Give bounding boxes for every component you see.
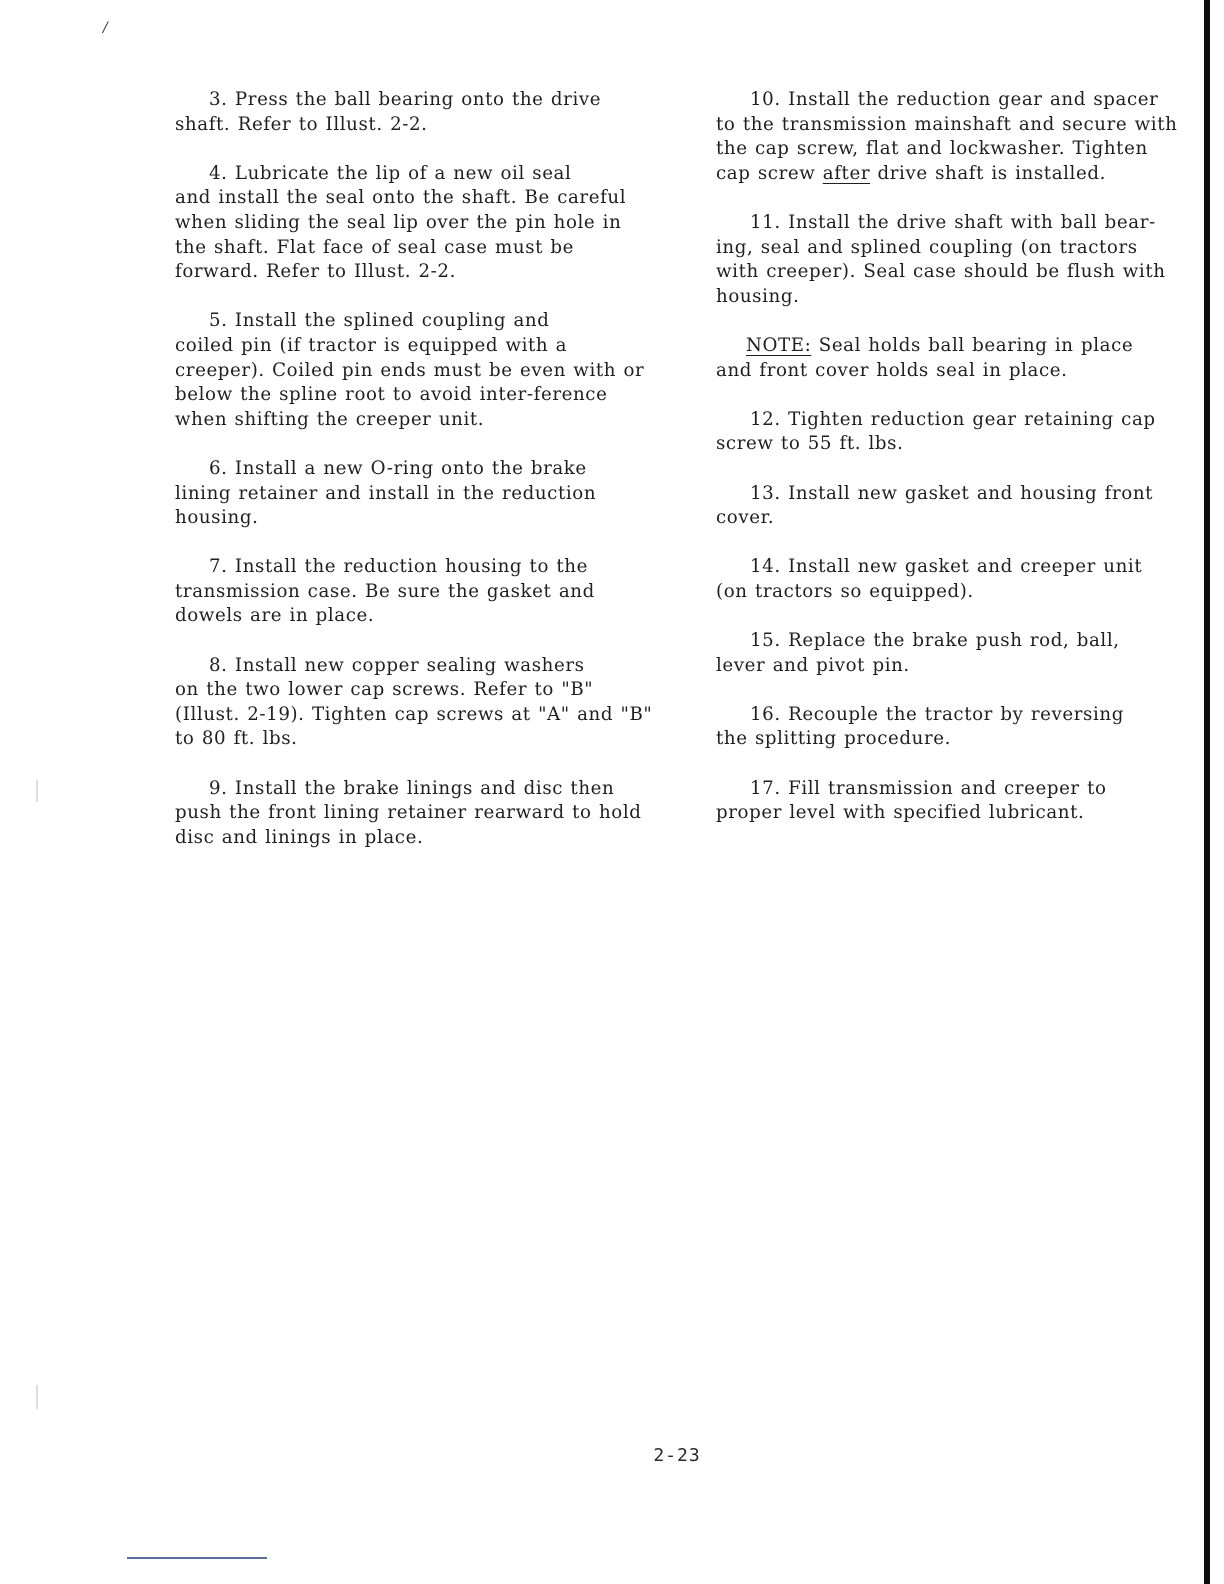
step-13: [716, 482, 1186, 531]
step-first-line: 11. Install the drive shaft with ball bear-: [750, 211, 1156, 233]
scan-edge-bar: [1204, 0, 1210, 1584]
note-block: [716, 334, 1186, 383]
corner-mark: /: [103, 20, 108, 36]
step-body: screw to 55 ft. lbs.: [716, 433, 904, 455]
step-12: [716, 408, 1186, 457]
right-column: [716, 88, 1186, 850]
step-9: [175, 777, 655, 851]
step-first-line: 13. Install new gasket and housing front: [750, 482, 1154, 504]
step-11: [716, 211, 1186, 309]
step-body: lever and pivot pin.: [716, 654, 910, 676]
step-body: shaft. Refer to Illust. 2-2.: [175, 113, 428, 135]
step-first-line: 3. Press the ball bearing onto the drive: [209, 89, 602, 110]
note-label: NOTE:: [746, 334, 812, 356]
step-first-line: 17. Fill transmission and creeper to: [750, 777, 1107, 799]
step-body: and install the seal onto the shaft. Be careful when sliding the seal lip over the pin hole in the shaft. Flat face of seal case must be forward. Refer to Illust. 2-2.: [175, 187, 627, 283]
step-7: [175, 555, 655, 629]
step-body: ing, seal and splined coupling (on tractors with creeper). Seal case should be flush with housing.: [716, 236, 1166, 307]
step-first-line: 6. Install a new O-ring onto the brake: [209, 457, 587, 479]
emphasis-after: after: [822, 162, 871, 184]
step-body: transmission case. Be sure the gasket and dowels are in place.: [175, 580, 595, 627]
step-8: [175, 654, 655, 752]
step-body: coiled pin (if tractor is equipped with a creeper). Coiled pin ends must be even with or below the spline root to avoid inter-ference when shifting the creeper unit.: [175, 334, 645, 430]
step-15: [716, 629, 1186, 678]
step-16: [716, 703, 1186, 752]
note-text: Seal holds ball bearing in place: [811, 334, 1134, 356]
step-body: on the two lower cap screws. Refer to "B" (Illust. 2-19). Tighten cap screws at "A" and "B" to 80 ft. lbs.: [175, 679, 653, 750]
step-14: [716, 555, 1186, 604]
step-body: proper level with specified lubricant.: [716, 802, 1085, 824]
step-6: [175, 457, 655, 531]
step-first-line: 12. Tighten reduction gear retaining cap: [750, 408, 1156, 430]
step-body: the splitting procedure.: [716, 728, 951, 750]
step-10: [716, 88, 1186, 186]
scan-bottom-line: [127, 1557, 267, 1559]
step-first-line: 5. Install the splined coupling and: [209, 310, 550, 332]
step-body: to the transmission mainshaft and secure with the cap screw, flat and lockwasher. Tighten cap screw: [716, 113, 1178, 184]
step-first-line: 7. Install the reduction housing to the: [209, 556, 588, 578]
note-body: and front cover holds seal in place.: [716, 359, 1068, 381]
step-first-line: 9. Install the brake linings and disc then: [209, 777, 615, 799]
step-17: [716, 777, 1186, 826]
step-first-line: 14. Install new gasket and creeper unit: [750, 556, 1143, 578]
page-number: 2-23: [653, 1445, 701, 1466]
left-column: [175, 88, 655, 875]
step-body: cover.: [716, 507, 775, 529]
step-5: [175, 309, 655, 432]
step-first-line: 15. Replace the brake push rod, ball,: [750, 630, 1120, 652]
step-body: push the front lining retainer rearward to hold disc and linings in place.: [175, 802, 642, 848]
step-3: [175, 88, 655, 137]
step-body: lining retainer and install in the reduction housing.: [175, 482, 597, 529]
step-4: [175, 162, 655, 285]
step-first-line: 4. Lubricate the lip of a new oil seal: [209, 162, 572, 184]
scan-smudge: [36, 1385, 38, 1409]
step-body-end: drive shaft is installed.: [870, 162, 1106, 184]
step-first-line: 16. Recouple the tractor by reversing: [750, 703, 1124, 725]
step-first-line: 10. Install the reduction gear and spacer: [750, 89, 1159, 110]
step-body: (on tractors so equipped).: [716, 580, 974, 602]
scan-smudge: [36, 780, 38, 802]
step-first-line: 8. Install new copper sealing washers: [209, 654, 585, 676]
